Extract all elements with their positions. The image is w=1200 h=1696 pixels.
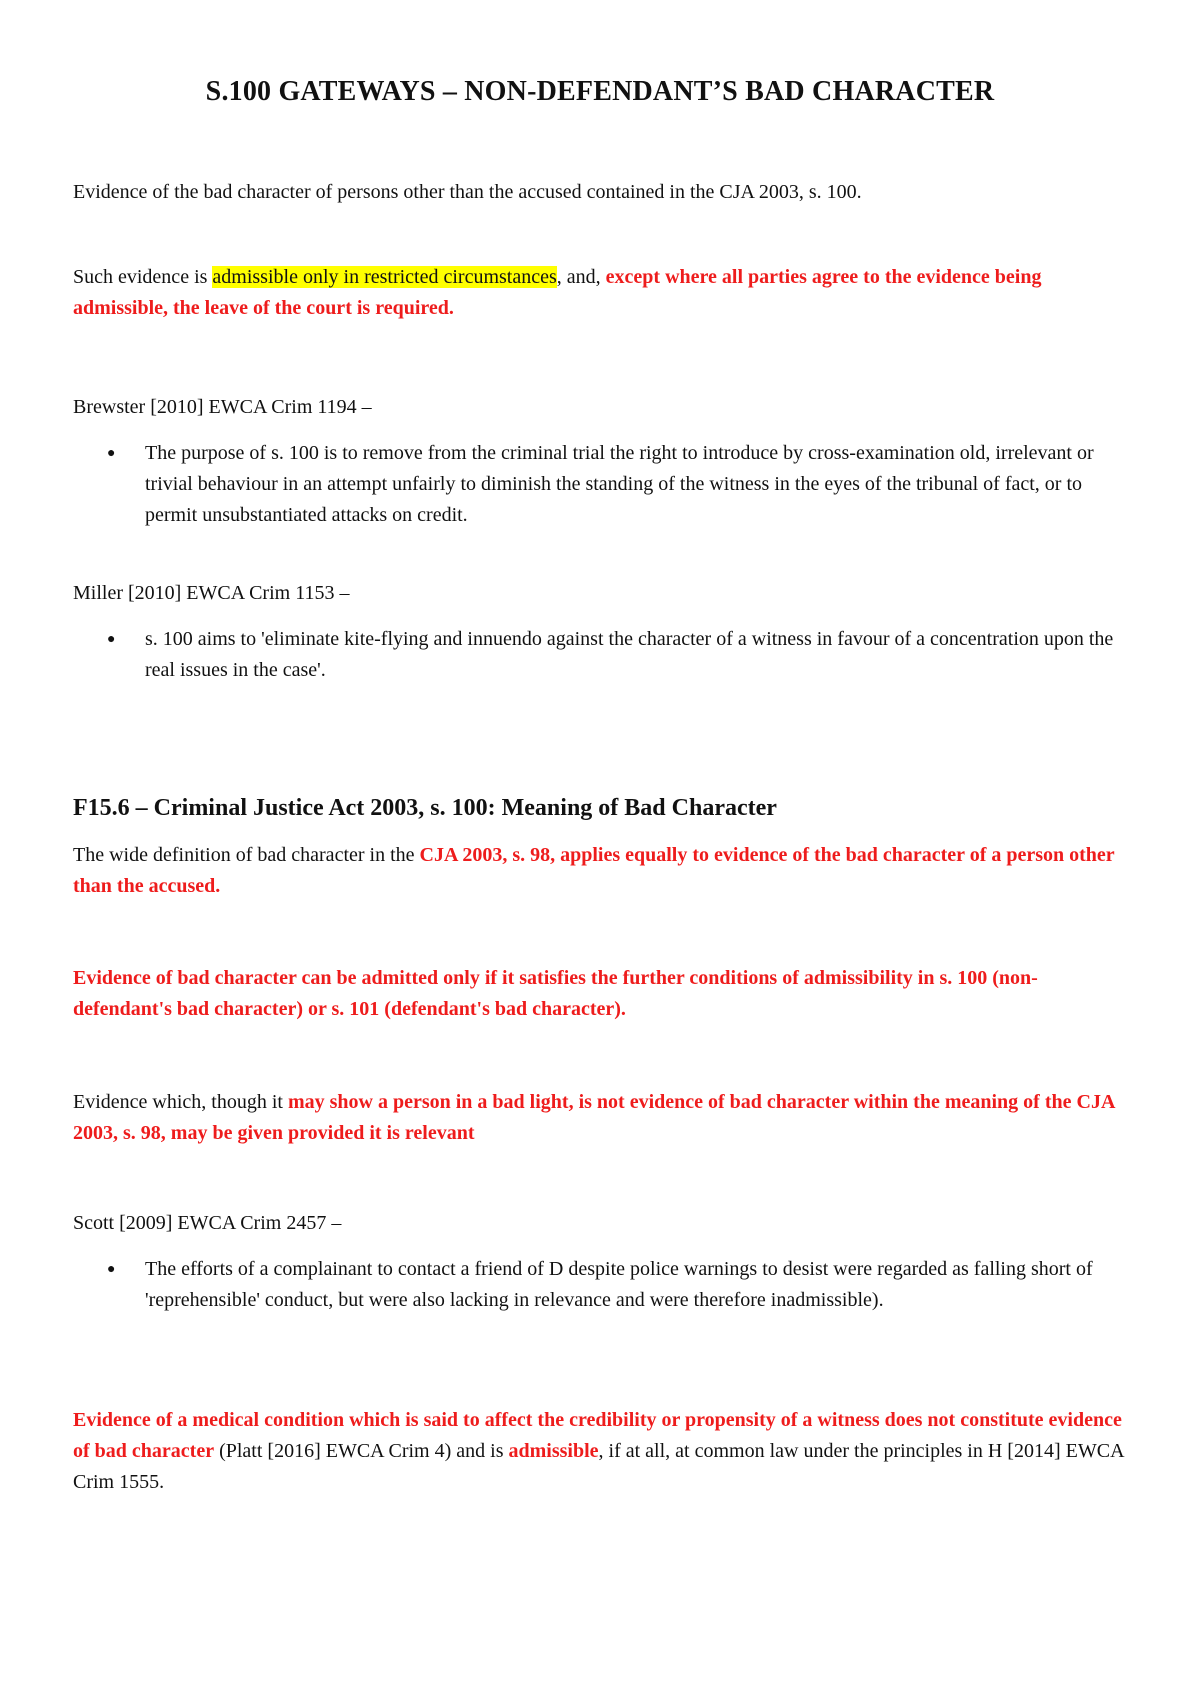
relevance-paragraph (73, 1087, 1133, 1149)
bullet-dot-icon: ● (107, 1262, 116, 1277)
case-heading-scott: Scott [2009] EWCA Crim 2457 – (73, 1212, 342, 1234)
bullet-dot-icon: ● (107, 632, 116, 647)
case-heading-miller: Miller [2010] EWCA Crim 1153 – (73, 582, 350, 604)
highlighted-text: admissible only in restricted circumstances (212, 266, 557, 288)
definition-paragraph (73, 840, 1133, 902)
such-pre-text: Such evidence is (73, 266, 213, 288)
scott-bullet-text: The efforts of a complainant to contact a friend of D despite police warnings to desist were regarded as falling short of 'reprehensible' conduct, but were also lacking in relevance and were therefore inadmissible). (145, 1258, 1093, 1311)
admissibility-paragraph: Evidence of bad character can be admitted only if it satisfies the further conditions of admissibility in s. 100 (non-defendant's bad character) or s. 101 (defendant's bad character). (73, 967, 1038, 1020)
such-evidence-paragraph (73, 262, 1133, 324)
intro-paragraph: Evidence of the bad character of persons other than the accused contained in the CJA 2003, s. 100. (73, 181, 862, 203)
relevance-emphasis-text: may show a person in a bad light, is not evidence of bad character within the meaning of the CJA 2003, s. 98, may be given provided it is relevant (73, 1091, 1115, 1144)
section-heading: F15.6 – Criminal Justice Act 2003, s. 100: Meaning of Bad Character (73, 795, 777, 821)
miller-bullet-text: s. 100 aims to 'eliminate kite-flying and innuendo against the character of a witness in favour of a concentration upon the real issues in the case'. (145, 628, 1114, 681)
medical-emphasis-text: Evidence of a medical condition which is said to affect the credibility or propensity of a witness does not constitute evidence of bad character (73, 1409, 1122, 1462)
such-emphasis-text: except where all parties agree to the evidence being admissible, the leave of the court is required. (73, 266, 1042, 319)
medical-paragraph (73, 1405, 1133, 1498)
page-title: S.100 GATEWAYS – NON-DEFENDANT’S BAD CHARACTER (205, 76, 995, 107)
definition-pre-text: The wide definition of bad character in the (73, 844, 420, 866)
case-heading-brewster: Brewster [2010] EWCA Crim 1194 – (73, 396, 372, 418)
such-mid-text: , and, (556, 266, 606, 288)
brewster-bullet-text: The purpose of s. 100 is to remove from the criminal trial the right to introduce by cross-examination old, irrelevant or trivial behaviour in an attempt unfairly to diminish the standing of the witness in the eyes of the tribunal of fact, or to permit unsubstantiated attacks on credit. (145, 442, 1094, 526)
medical-mid-text: (Platt [2016] EWCA Crim 4) and is (214, 1440, 509, 1462)
bullet-dot-icon: ● (107, 446, 116, 461)
relevance-pre-text: Evidence which, though it (73, 1091, 288, 1113)
medical-admissible-text: admissible (508, 1440, 599, 1462)
definition-emphasis-text: CJA 2003, s. 98, applies equally to evidence of the bad character of a person other than the accused. (73, 844, 1115, 897)
medical-post-text: , if at all, at common law under the principles in H [2014] EWCA Crim 1555. (73, 1440, 1124, 1493)
